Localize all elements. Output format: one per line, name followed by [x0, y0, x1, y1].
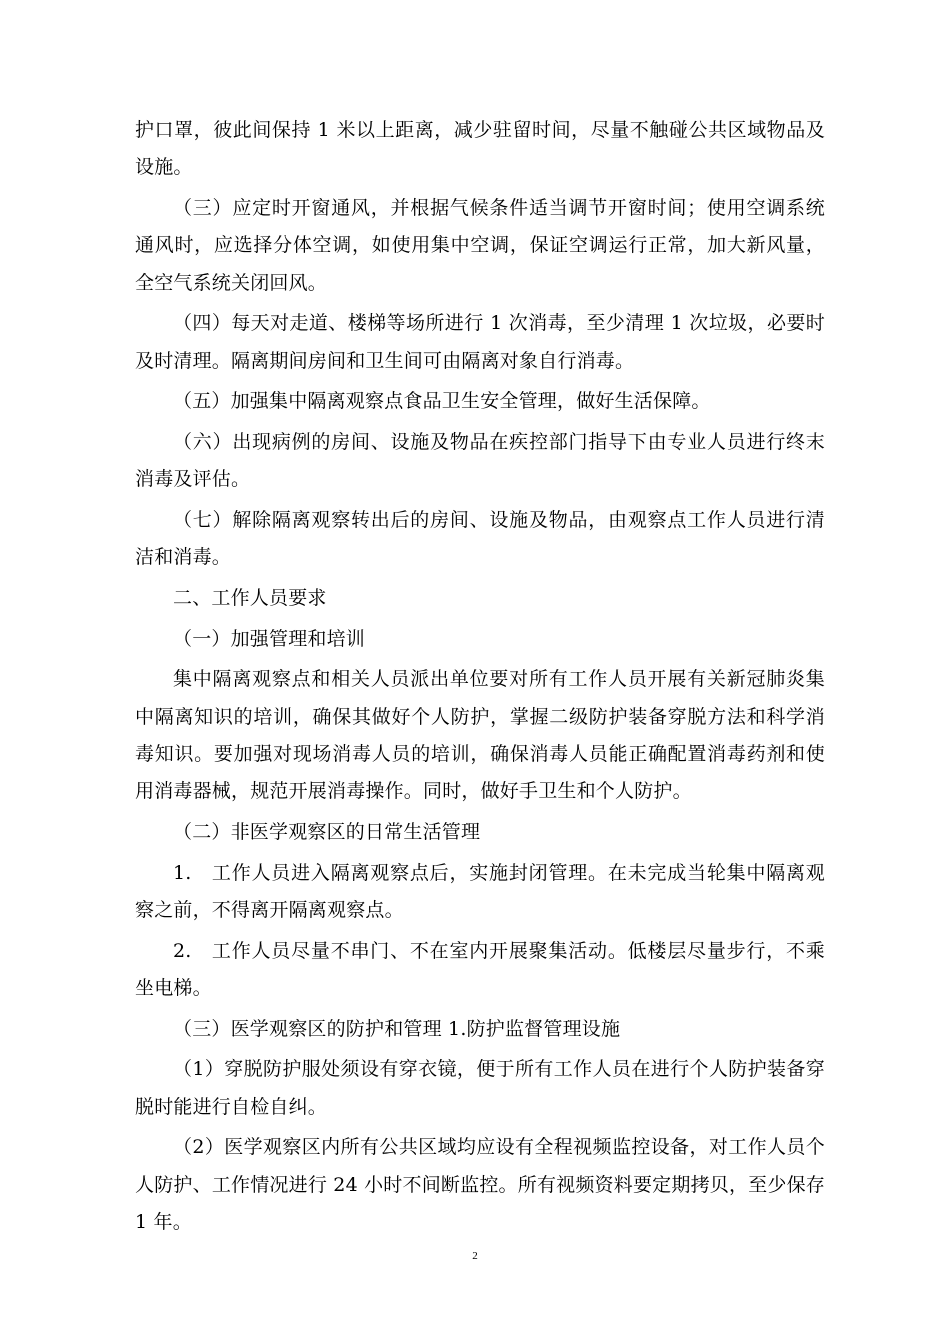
page-number: 2: [472, 1250, 478, 1262]
paragraph: （四）每天对走道、楼梯等场所进行 1 次消毒，至少清理 1 次垃圾，必要时及时清理。隔离期间房间和卫生间可由隔离对象自行消毒。: [135, 312, 825, 372]
document-body: [135, 112, 825, 1241]
paragraph: （七）解除隔离观察转出后的房间、设施及物品，由观察点工作人员进行清洁和消毒。: [135, 509, 825, 569]
paragraph: （三）应定时开窗通风，并根据气候条件适当调节开窗时间；使用空调系统通风时，应选择分体空调，如使用集中空调，保证空调运行正常，加大新风量，全空气系统关闭回风。: [135, 197, 825, 294]
paragraph: 集中隔离观察点和相关人员派出单位要对所有工作人员开展有关新冠肺炎集中隔离知识的培训，确保其做好个人防护，掌握二级防护装备穿脱方法和科学消毒知识。要加强对现场消毒人员的培训，确保消毒人员能正确配置消毒药剂和使用消毒器械，规范开展消毒操作。同时，做好手卫生和个人防护。: [135, 668, 825, 803]
paragraph: 2. 工作人员尽量不串门、不在室内开展聚集活动。低楼层尽量步行，不乘坐电梯。: [135, 939, 825, 999]
paragraph: 1. 工作人员进入隔离观察点后，实施封闭管理。在未完成当轮集中隔离观察之前，不得离开隔离观察点。: [135, 861, 825, 921]
paragraph: （六）出现病例的房间、设施及物品在疾控部门指导下由专业人员进行终末消毒及评估。: [135, 431, 825, 491]
paragraph: 二、工作人员要求: [173, 587, 327, 609]
paragraph: 护口罩，彼此间保持 1 米以上距离，减少驻留时间，尽量不触碰公共区域物品及设施。: [135, 119, 825, 179]
paragraph: （2）医学观察区内所有公共区域均应设有全程视频监控设备，对工作人员个人防护、工作情况进行 24 小时不间断监控。所有视频资料要定期拷贝，至少保存 1 年。: [135, 1136, 825, 1233]
paragraph: （二）非医学观察区的日常生活管理: [173, 821, 481, 843]
paragraph: （五）加强集中隔离观察点食品卫生安全管理，做好生活保障。: [173, 390, 711, 413]
paragraph: （1）穿脱防护服处须设有穿衣镜，便于所有工作人员在进行个人防护装备穿脱时能进行自检自纠。: [135, 1058, 825, 1118]
paragraph: （三）医学观察区的防护和管理 1.防护监督管理设施: [173, 1017, 621, 1040]
paragraph: （一）加强管理和培训: [173, 627, 366, 650]
